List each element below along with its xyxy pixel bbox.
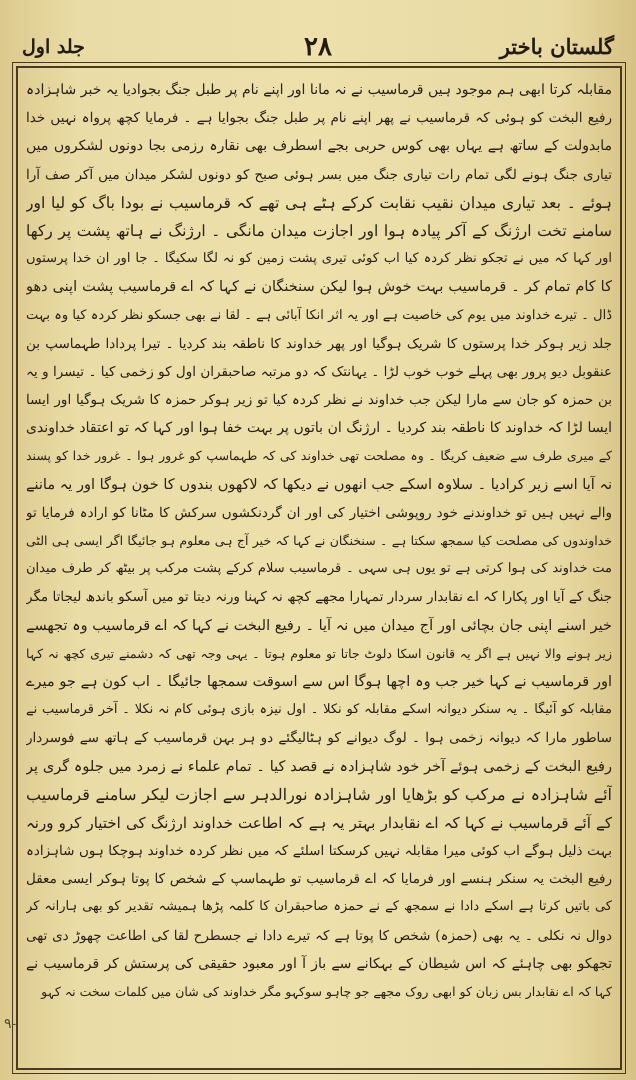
text-line: عنقوبل دیو پرور بھی پہلے خوب خوب لڑا ۔ یہانتک کہ دو مرتبہ صاحبقران اول کو زخمی کیا ۔ تیسرا و یہ <box>26 363 612 380</box>
text-line: ساطور مارا کہ دیوانہ زخمی ہوا ۔ لوگ دیوانے کو ہٹالیگئے دو ہر بہن قرماسیب کے ہاتھ سے فوسردار <box>26 730 612 747</box>
text-line: مقابلہ کو آئیگا ۔ یہ سنکر دیوانہ اسکے مقابلہ کو نکلا ۔ اول نیزہ بازی ہوئی کام نہ نکلا ۔ آخر قرماسیب نے <box>26 702 612 718</box>
text-line: اور کہا کہ میں نے تجکو نظر کردہ کیا اب کوئی تیری پشت زمین کو نہ لگا سکیگا ۔ جا اور ان خدا پرستوں <box>26 251 612 267</box>
text-line: خیر اسنے اپنی جان بچائی اور آج میدان میں نہ آیا ۔ رفیع البخت نے کہا کہ اے قرماسیب وہ تجھسے <box>26 617 612 634</box>
text-line: مقابلہ کرتا ابھی ہم موجود ہیں قرماسیب نے نہ مانا اور اپنے نام پر طبل جنگ بجوادیا یہ خبر شاہزادہ <box>26 82 612 98</box>
text-line: تیاری جنگ ہونے لگی تمام رات تیاری جنگ میں بسر ہوئی صبح کو دونوں لشکر میدان میں آکر صف آرا <box>26 166 612 183</box>
page-header <box>18 30 618 64</box>
text-line: جنگ کے آیا اور پکارا کہ اے نقابدار سردار تمہارا مجھے کچھ نہ کہنا ورنہ دیتا تو میں آسکو باندھ لیجاتا مگر <box>26 589 612 606</box>
margin-mark: ۹- <box>4 1016 17 1032</box>
text-line: مابدولت کے ساتھ ہے یہاں بھی کوس حربی بجے اسطرف بھی نقارہ رزمی بجا دونوں لشکروں میں <box>26 138 612 155</box>
text-line: ایسا لڑا کہ خداوند کا ناطقہ بند کردیا ۔ ارژنگ ان باتوں پر بہت خفا ہوا اور کہا کہ تو اعتقاد خداوندی <box>26 420 612 437</box>
body-text <box>26 76 612 1066</box>
page-number: ۲۸ <box>304 32 332 62</box>
text-line: بہت ذلیل ہوگے اب کوئی میرا مقابلہ نہیں کرسکتا اسلئے کہ میں نظر کردہ خداوند ہوچکا ہوں شاہزادہ <box>26 843 612 860</box>
text-line: رفیع البخت یہ سنکر ہنسے اور فرمایا کہ اے قرماسیب تو طہماسپ کے شخص کا پوتا ہوکر ایسی معقل <box>26 871 612 888</box>
text-line: کے میری طرف سے ضعیف کریگا ۔ وہ مصلحت تھی خداوند کی کہ طہماسپ کو غرور ہوا ۔ غرور خدا کو پسند <box>26 448 612 464</box>
text-line: جلد زیر ہوکر خدا پرستوں کا شریک ہوگیا اور پھر خداوند کا ناطقہ بند کردیا ۔ تیرا پردادا طہماسپ بن <box>26 335 612 352</box>
volume-label: جلد اول <box>22 36 85 58</box>
text-line: آئے شاہزادہ نے مرکب کو بڑھایا اور شاہزادہ نورالدہر سے اجازت لیکر سامنے قرماسیب <box>26 784 612 804</box>
text-line: رفیع البخت کے زخمی ہوئے آخر خود شاہزادہ نے قصد کیا ۔ تمام علماء نے زمرد میں جلوہ گری پر <box>26 758 612 775</box>
text-line: کہا کہ اے نقابدار بس زبان کو ابھی روک مجھے جو چاہو سوکہو مگر خداوند کی شان میں کلمات سخت نہ کہو <box>41 984 612 999</box>
text-line: سامنے تخت ارژنگ کے آکر پیادہ ہوا اور اجازت میدان مانگی ۔ ارژنگ نے ہاتھ پشت پر رکھا <box>26 221 612 240</box>
text-line: ہوئے ۔ بعد تیاری میدان نقیب نقابت کرکے ہٹے ہی تھے کہ قرماسیب نے بودا باگ کو لیا اور <box>26 193 612 212</box>
text-line: ڈال ۔ تیرے خداوند میں یوم کی خاصیت ہے اور یہ اثر انکا آبائی ہے ۔ لقا نے بھی جسکو نظر کردہ کیا وہ بہت <box>26 307 612 323</box>
book-title: گلستان باختر <box>499 34 614 59</box>
text-line: تجھکو بھی چاہئے کہ اس شیطان کے بہکانے سے باز آ اور معبود حقیقی کی پرستش کر قرماسیب نے <box>26 955 612 972</box>
text-line: بن حمزہ کو جان سے مارا لیکن جب خداوند نے نظر کردہ کیا تو زیر ہوکر حمزہ کا شریک ہوگیا اور ایسا <box>26 392 612 409</box>
text-line: خداوندوں کی مصلحت کیا سمجھ سکتا ہے ۔ سنخنگان نے کہا کہ خیر آج ہی معلوم ہو جائیگا اگر ایسی ہی الٹی <box>26 533 612 548</box>
text-line: اور قرماسیب نے کہا خیر جب وہ اچھا ہوگا اس سے اسوقت سمجھا جائیگا ۔ اب کون ہے جو میرے <box>26 673 612 690</box>
text-line: مت خداوند کی ہوا کرتی ہے تو یوں ہی سہی ۔ قرماسیب سلام کرکے پشت مرکب پر بیٹھ کر طرف میدان <box>26 561 612 577</box>
text-line: کے آئے قرماسیب نے کہا کہ اے نقابدار بہتر یہ ہے کہ اطاعت خداوند ارژنگ کی اختیار کرو ورنہ <box>26 813 612 832</box>
text-line: زیر ہونے والا نہیں ہے اگر یہ قانون اسکا دلوٹ جاتا تو معلوم ہوتا ۔ یہی وجہ تھی کہ دشمنے تیری کچھ نہ کہا <box>26 645 612 661</box>
text-line: والے نہیں ہیں تو خداوندنے خود روپوشی اختیار کی اور ان گردنکشوں سرکش کا مٹانا کو ارادہ فرمایا تو <box>26 504 612 521</box>
text-line: نہ آیا اسے زیر کرادیا ۔ سلاوہ اسکے جب انھوں نے دیکھا کہ لاکھوں بندوں کا خون ہوگا اور یہ ماننے <box>26 476 612 493</box>
text-line: کی باتیں کرتا ہے اسکے دادا نے سمجھ کے نے حمزہ صاحبقران کا کلمہ پڑھا ہمیشہ تقدیر کو بھی ہارانہ کر <box>26 899 612 915</box>
text-line: رفیع البخت کو ہوئی کہ قرماسیب نے پھر اپنے نام پر طبل جنگ بجوایا ہے ۔ فرمایا کچھ پرواہ نہیں خدا <box>26 110 612 127</box>
text-line: دوال نہ نکلی ۔ یہ بھی (حمزہ) شخص کا پوتا ہے کہ تیرے دادا نے جسطرح لقا کی اطاعت چھوڑ دی تھی <box>26 927 612 944</box>
text-line: کا کام تمام کر ۔ قرماسیب بہت خوش ہوا لیکن سنخنگان نے کہا کہ اے قرماسیب پشت اپنی دھو <box>26 279 612 296</box>
